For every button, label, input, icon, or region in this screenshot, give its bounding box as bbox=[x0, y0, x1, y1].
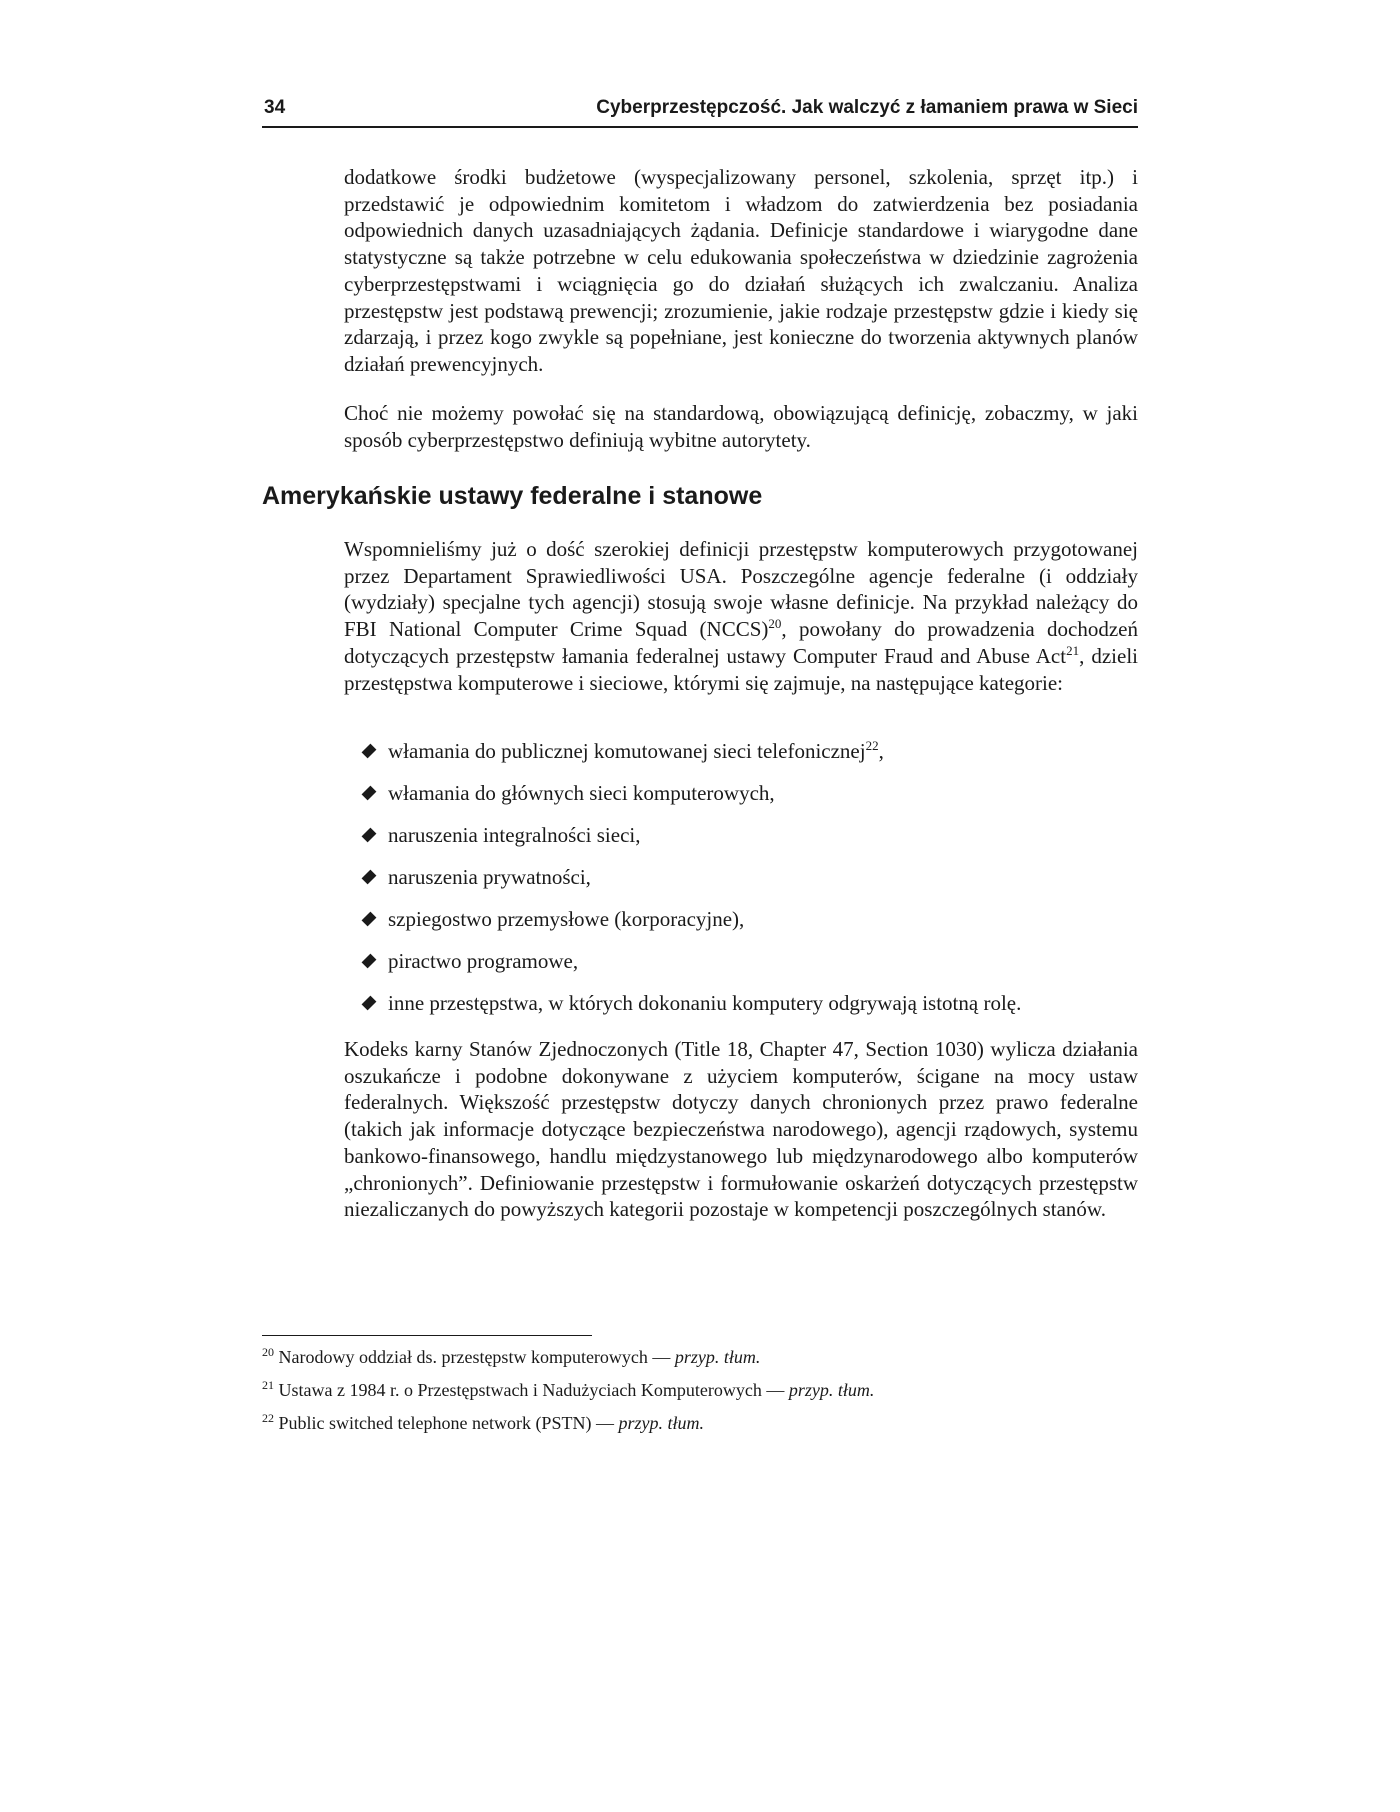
paragraph-us-code: Kodeks karny Stanów Zjednoczonych (Title 18, Chapter 47, Section 1030) wylicza działania oszukańcze i podobne dokonywane z użyciem komputerów, ścigane na mocy ustaw federalnych. Większość przestępstw dotyczy danych chronionych przez prawo federalne (takich jak informacje dotyczące bezpieczeństwa narodowego), agencji rządowych, systemu bankowo-finansowego, handlu międzystanowego lub międzynarodowego albo komputerów „chronionych”. Definiowanie przestępstw i formułowanie oskarżeń dotyczących przestępstw niezaliczanych do powyższych kategorii pozostaje w kompetencji poszczególnych stanów. bbox=[344, 1037, 1138, 1222]
list-item: włamania do publicznej komutowanej sieci telefonicznej$^{22}$, bbox=[364, 738, 1124, 780]
list-item: naruszenia prywatności, bbox=[364, 864, 1124, 906]
footnote-separator bbox=[262, 1335, 592, 1336]
diamond-bullet-icon bbox=[362, 954, 377, 969]
list-item: szpiegostwo przemysłowe (korporacyjne), bbox=[364, 906, 1124, 948]
footnote-20: $^{20}$ Narodowy oddział ds. przestępstw komputerowych — przyp. tłum. bbox=[262, 1345, 761, 1367]
diamond-bullet-icon bbox=[362, 828, 377, 843]
crime-categories-list bbox=[364, 738, 1124, 1032]
list-item: naruszenia integralności sieci, bbox=[364, 822, 1124, 864]
list-item: piractwo programowe, bbox=[364, 948, 1124, 990]
diamond-bullet-icon bbox=[362, 870, 377, 885]
diamond-bullet-icon bbox=[362, 912, 377, 927]
diamond-bullet-icon bbox=[362, 786, 377, 801]
list-item: inne przestępstwa, w których dokonaniu komputery odgrywają istotną rolę. bbox=[364, 990, 1124, 1032]
footnote-ref-21[interactable]: 21 bbox=[1066, 642, 1080, 658]
diamond-bullet-icon bbox=[362, 996, 377, 1011]
footnote-ref-20[interactable]: 20 bbox=[768, 616, 782, 632]
running-title: Cyberprzestępczość. Jak walczyć z łamaniem prawa w Sieci bbox=[596, 97, 1138, 118]
page-number: 34 bbox=[264, 97, 286, 118]
paragraph-intro: dodatkowe środki budżetowe (wyspecjalizowany personel, szkolenia, sprzęt itp.) i przedstawić je odpowiednim komitetom i władzom do zatwierdzenia bez posiadania odpowiednich danych uzasadniających żądania. Definicje standardowe i wiarygodne dane statystyczne są także potrzebne w celu edukowania społeczeństwa w dziedzinie zagrożenia cyberprzestępstwami i wciągnięcia go do działań służących ich zwalczaniu. Analiza przestępstw jest podstawą prewencji; zrozumienie, jakie rodzaje przestępstw gdzie i kiedy się zdarzają, i przez kogo zwykle są popełniane, jest konieczne do tworzenia aktywnych planów działań prewencyjnych. bbox=[344, 165, 1138, 376]
list-item: włamania do głównych sieci komputerowych, bbox=[364, 780, 1124, 822]
section-heading: Amerykańskie ustawy federalne i stanowe bbox=[262, 482, 763, 510]
paragraph-definition: Choć nie możemy powołać się na standardową, obowiązującą definicję, zobaczmy, w jaki sposób cyberprzestępstwo definiują wybitne autorytety. bbox=[344, 401, 1138, 452]
footnote-ref-22[interactable]: 22 bbox=[865, 738, 879, 753]
diamond-bullet-icon bbox=[362, 744, 377, 759]
running-header bbox=[262, 92, 1138, 128]
paragraph-fbi: Wspomnieliśmy już o dość szerokiej definicji przestępstw komputerowych przygotowanej przez Departament Sprawiedliwości USA. Poszczególne agencje federalne (i oddziały (wydziały) specjalne tych agencji) stosują swoje własne definicje. Na przykład należący do FBI National Computer Crime Squad (NCCS)$^{20}$, powołany do prowadzenia dochodzeń dotyczących przestępstw łamania federalnej ustawy Computer Fraud and Abuse Act$^{21}$, dzieli przestępstwa komputerowe i sieciowe, którymi się zajmuje, na następujące kategorie: bbox=[344, 537, 1138, 695]
footnote-21: $^{21}$ Ustawa z 1984 r. o Przestępstwach i Nadużyciach Komputerowych — przyp. tłum. bbox=[262, 1378, 875, 1400]
footnote-22: $^{22}$ Public switched telephone network (PSTN) — przyp. tłum. bbox=[262, 1411, 704, 1433]
footnotes bbox=[262, 1344, 874, 1443]
